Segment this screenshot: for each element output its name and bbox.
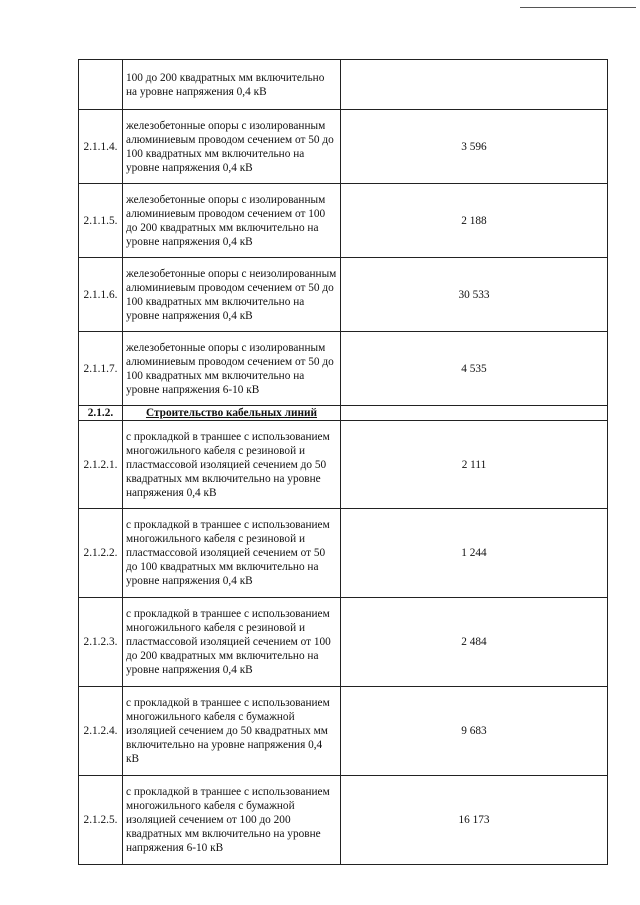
section-code: 2.1.2. — [79, 406, 123, 421]
row-code: 2.1.1.6. — [79, 258, 123, 332]
row-code: 2.1.2.5. — [79, 776, 123, 865]
table-row — [79, 598, 608, 687]
row-description: с прокладкой в траншее с использованием многожильного кабеля с резиновой и пластмассовой изоляцией сечением от 50 до 100 квадратных мм включительно на уровне напряжения 0,4 кВ — [123, 509, 341, 598]
row-code: 2.1.2.4. — [79, 687, 123, 776]
table-row — [79, 509, 608, 598]
row-code: 2.1.1.5. — [79, 184, 123, 258]
row-description: железобетонные опоры с изолированным алюминиевым проводом сечением от 100 до 200 квадратных мм включительно на уровне напряжения 0,4 кВ — [123, 184, 341, 258]
row-value: 4 535 — [341, 332, 608, 406]
row-value: 2 188 — [341, 184, 608, 258]
table-row — [79, 421, 608, 509]
row-code: 2.1.2.1. — [79, 421, 123, 509]
table-row — [79, 258, 608, 332]
row-description: с прокладкой в траншее с использованием многожильного кабеля с резиновой и пластмассовой изоляцией сечением до 50 квадратных мм включительно на уровне напряжения 0,4 кВ — [123, 421, 341, 509]
row-value: 1 244 — [341, 509, 608, 598]
table-row — [79, 776, 608, 865]
row-description: железобетонные опоры с изолированным алюминиевым проводом сечением от 50 до 100 квадратных мм включительно на уровне напряжения 0,4 кВ — [123, 110, 341, 184]
row-value — [341, 60, 608, 110]
row-description: железобетонные опоры с изолированным алюминиевым проводом сечением от 50 до 100 квадратных мм включительно на уровне напряжения 6-10 кВ — [123, 332, 341, 406]
section-row — [79, 406, 608, 421]
row-code: 2.1.2.3. — [79, 598, 123, 687]
table-row — [79, 332, 608, 406]
row-value — [341, 406, 608, 421]
row-code: 2.1.2.2. — [79, 509, 123, 598]
tariff-table — [78, 59, 608, 865]
row-code: 2.1.1.7. — [79, 332, 123, 406]
table-row — [79, 687, 608, 776]
row-code: 2.1.1.4. — [79, 110, 123, 184]
row-value: 30 533 — [341, 258, 608, 332]
row-value: 16 173 — [341, 776, 608, 865]
row-value: 2 111 — [341, 421, 608, 509]
row-value: 2 484 — [341, 598, 608, 687]
row-code — [79, 60, 123, 110]
row-description: железобетонные опоры с неизолированным алюминиевым проводом сечением от 50 до 100 квадратных мм включительно на уровне напряжения 0,4 кВ — [123, 258, 341, 332]
row-description: с прокладкой в траншее с использованием многожильного кабеля с бумажной изоляцией сечением от 100 до 200 квадратных мм включительно на уровне напряжения 6-10 кВ — [123, 776, 341, 865]
table-row — [79, 184, 608, 258]
row-description: 100 до 200 квадратных мм включительно на уровне напряжения 0,4 кВ — [123, 60, 341, 110]
table-row — [79, 60, 608, 110]
section-title: Строительство кабельных линий — [123, 406, 341, 421]
page-top-rule — [520, 7, 636, 8]
row-value: 9 683 — [341, 687, 608, 776]
row-description: с прокладкой в траншее с использованием многожильного кабеля с бумажной изоляцией сечением до 50 квадратных мм включительно на уровне напряжения 0,4 кВ — [123, 687, 341, 776]
row-description: с прокладкой в траншее с использованием многожильного кабеля с резиновой и пластмассовой изоляцией сечением от 100 до 200 квадратных мм включительно на уровне напряжения 0,4 кВ — [123, 598, 341, 687]
table-row — [79, 110, 608, 184]
row-value: 3 596 — [341, 110, 608, 184]
